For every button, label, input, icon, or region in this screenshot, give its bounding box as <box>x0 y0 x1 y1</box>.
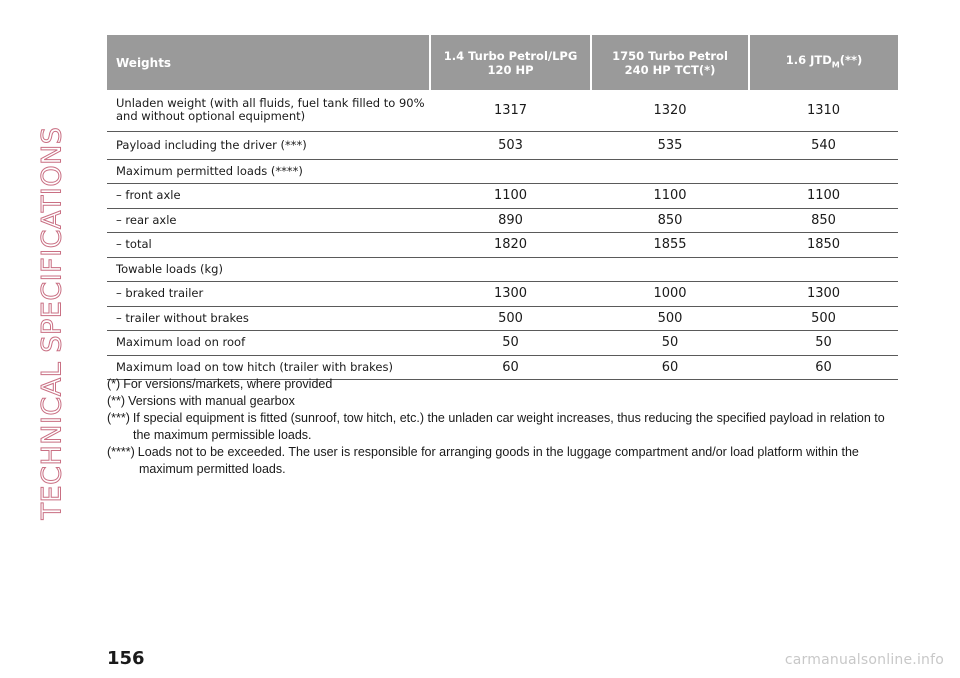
row-value: 1000 <box>591 281 749 306</box>
row-value <box>591 257 749 281</box>
watermark: carmanualsonline.info <box>784 652 944 668</box>
footnote <box>107 376 897 393</box>
row-label: – trailer without brakes <box>107 306 430 330</box>
row-value: 1850 <box>749 232 898 257</box>
row-label: Payload including the driver (***) <box>107 131 430 159</box>
table-row <box>107 183 898 208</box>
table-row <box>107 306 898 330</box>
row-value <box>749 159 898 183</box>
table-row <box>107 208 898 232</box>
header-col-1-6-jtd <box>749 35 898 90</box>
footnote-mark: (****) <box>107 445 135 459</box>
footnote-text: Versions with manual gearbox <box>128 394 295 408</box>
row-value <box>430 257 591 281</box>
weights-table <box>107 35 898 380</box>
row-value: 500 <box>430 306 591 330</box>
footnote-mark: (***) <box>107 411 130 425</box>
row-value: 500 <box>749 306 898 330</box>
header-col2-line2: 240 HP TCT(*) <box>624 62 716 77</box>
row-value: 1100 <box>430 183 591 208</box>
row-value <box>749 257 898 281</box>
row-value: 1820 <box>430 232 591 257</box>
row-value: 500 <box>591 306 749 330</box>
header-weights: Weights <box>107 35 430 90</box>
row-label: Maximum load on roof <box>107 330 430 355</box>
row-value: 535 <box>591 131 749 159</box>
row-value: 503 <box>430 131 591 159</box>
footnote <box>107 444 897 478</box>
row-value: 1300 <box>430 281 591 306</box>
footnote-text: For versions/markets, where provided <box>123 377 333 391</box>
row-value: 1310 <box>749 90 898 131</box>
table-row <box>107 232 898 257</box>
footnote-text: Loads not to be exceeded. The user is responsible for arranging goods in the luggage compartment and/or load platform within the maximum permitted loads. <box>137 445 859 476</box>
footnote <box>107 393 897 410</box>
row-label: Maximum permitted loads (****) <box>107 159 430 183</box>
table-row <box>107 281 898 306</box>
footnote-text: If special equipment is fitted (sunroof, tow hitch, etc.) the unladen car weight increases, thus reducing the specified payload in relation to the maximum permissible loads. <box>132 411 885 442</box>
row-value: 50 <box>591 330 749 355</box>
table-row <box>107 330 898 355</box>
footnote <box>107 410 897 444</box>
row-value: 850 <box>591 208 749 232</box>
row-value: 850 <box>749 208 898 232</box>
header-col1-line1: 1.4 Turbo Petrol/LPG <box>443 48 578 63</box>
row-label: – front axle <box>107 183 430 208</box>
row-label: Towable loads (kg) <box>107 257 430 281</box>
header-col1-line2: 120 HP <box>487 62 534 77</box>
table-row <box>107 159 898 183</box>
row-value: 540 <box>749 131 898 159</box>
row-value: 50 <box>749 330 898 355</box>
header-col3-main: 1.6 JTD <box>785 52 832 67</box>
row-value <box>591 159 749 183</box>
header-col2-line1: 1750 Turbo Petrol <box>612 48 728 63</box>
row-value: 890 <box>430 208 591 232</box>
table-row <box>107 257 898 281</box>
row-value: 60 <box>430 355 591 379</box>
header-col3-sub: M <box>831 60 840 70</box>
row-value <box>430 159 591 183</box>
row-value: 1855 <box>591 232 749 257</box>
row-value: 1100 <box>591 183 749 208</box>
row-value: 50 <box>430 330 591 355</box>
section-title: TECHNICAL SPECIFICATIONS <box>36 126 68 520</box>
footnote-mark: (*) <box>107 377 121 391</box>
row-value: 1317 <box>430 90 591 131</box>
table-header-row <box>107 35 898 90</box>
table-row <box>107 131 898 159</box>
header-col3-tail: (**) <box>839 52 863 67</box>
row-value: 60 <box>591 355 749 379</box>
row-label: – rear axle <box>107 208 430 232</box>
footnotes <box>107 376 897 478</box>
table-row <box>107 90 898 131</box>
row-value: 1320 <box>591 90 749 131</box>
row-label: – total <box>107 232 430 257</box>
row-value: 1300 <box>749 281 898 306</box>
row-label: Maximum load on tow hitch (trailer with brakes) <box>107 355 430 379</box>
row-label: Unladen weight (with all fluids, fuel tank filled to 90% and without optional equipment) <box>107 90 430 131</box>
row-value: 1100 <box>749 183 898 208</box>
row-label: – braked trailer <box>107 281 430 306</box>
page-number: 156 <box>107 648 145 669</box>
row-value: 60 <box>749 355 898 379</box>
header-col-1-4-turbo-lpg <box>430 35 591 90</box>
header-col-1750-turbo <box>591 35 749 90</box>
footnote-mark: (**) <box>107 394 126 408</box>
